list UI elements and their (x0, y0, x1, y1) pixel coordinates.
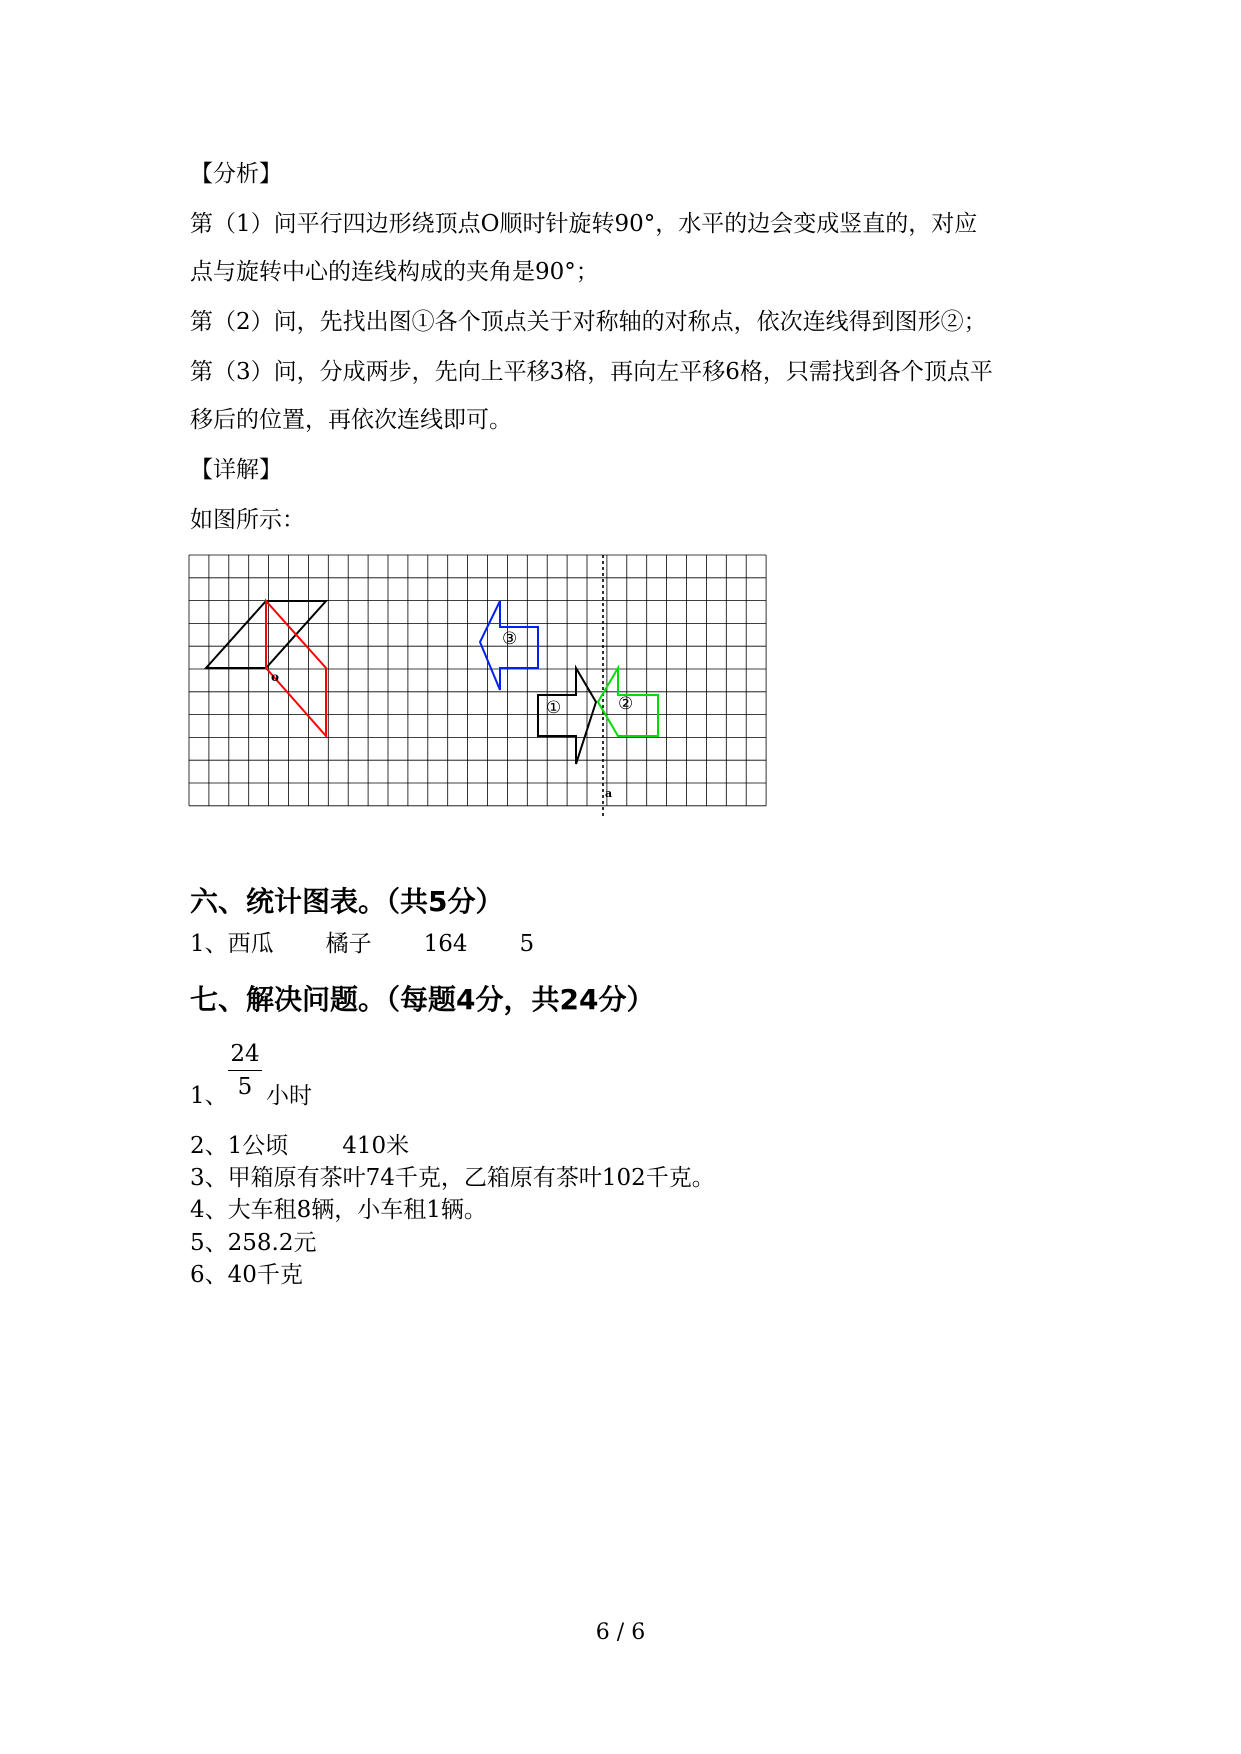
label-3: ③ (502, 629, 518, 649)
answer-7-6: 6、40千克 (190, 1262, 303, 1288)
answer-7-5: 5、258.2元 (190, 1230, 317, 1256)
label-2: ② (618, 694, 634, 714)
rotated-parallelogram (266, 601, 326, 736)
answer-6-1c: 164 (423, 931, 468, 957)
answer-7-1-fraction (228, 1040, 262, 1101)
answer-7-4: 4、大车租8辆，小车租1辆。 (190, 1197, 487, 1223)
section-6-answers (190, 928, 534, 960)
answer-6-1d: 5 (519, 931, 535, 957)
analysis-line-3: 第（2）问，先找出图①各个顶点关于对称轴的对称点，依次连线得到图形②； (190, 309, 987, 335)
page-number: 6 / 6 (595, 1620, 646, 1645)
fraction-denominator: 5 (237, 1074, 253, 1100)
detail-intro: 如图所示： (190, 507, 305, 533)
answer-7-2 (190, 1130, 409, 1162)
label-a: a (605, 787, 613, 800)
answer-7-3: 3、甲箱原有茶叶74千克，乙箱原有茶叶102千克。 (190, 1165, 715, 1191)
fraction-bar (228, 1070, 262, 1071)
analysis-line-1: 第（1）问平行四边形绕顶点O顺时针旋转90°，水平的边会变成竖直的，对应 (190, 211, 978, 237)
answer-6-1b: 橘子 (325, 931, 372, 957)
answer-6-1a: 1、西瓜 (190, 931, 274, 957)
answer-7-2a: 2、1公顷 (190, 1133, 289, 1159)
detail-heading: 【详解】 (190, 457, 282, 483)
fraction-numerator: 24 (230, 1041, 260, 1067)
label-1: ① (546, 698, 562, 718)
label-o: o (271, 670, 280, 684)
analysis-line-2: 点与旋转中心的连线构成的夹角是90°； (190, 259, 599, 285)
analysis-line-4: 第（3）问，分成两步，先向上平移3格，再向左平移6格，只需找到各个顶点平 (190, 359, 993, 385)
answer-7-2b: 410米 (342, 1133, 410, 1159)
analysis-line-5: 移后的位置，再依次连线即可。 (190, 407, 512, 433)
section-6-title: 六、统计图表。（共5分） (190, 885, 504, 918)
analysis-heading: 【分析】 (190, 161, 282, 187)
answer-7-1-prefix: 1、 (190, 1083, 228, 1109)
section-7-title: 七、解决问题。（每题4分，共24分） (190, 983, 655, 1016)
answer-7-1-unit: 小时 (266, 1083, 312, 1109)
